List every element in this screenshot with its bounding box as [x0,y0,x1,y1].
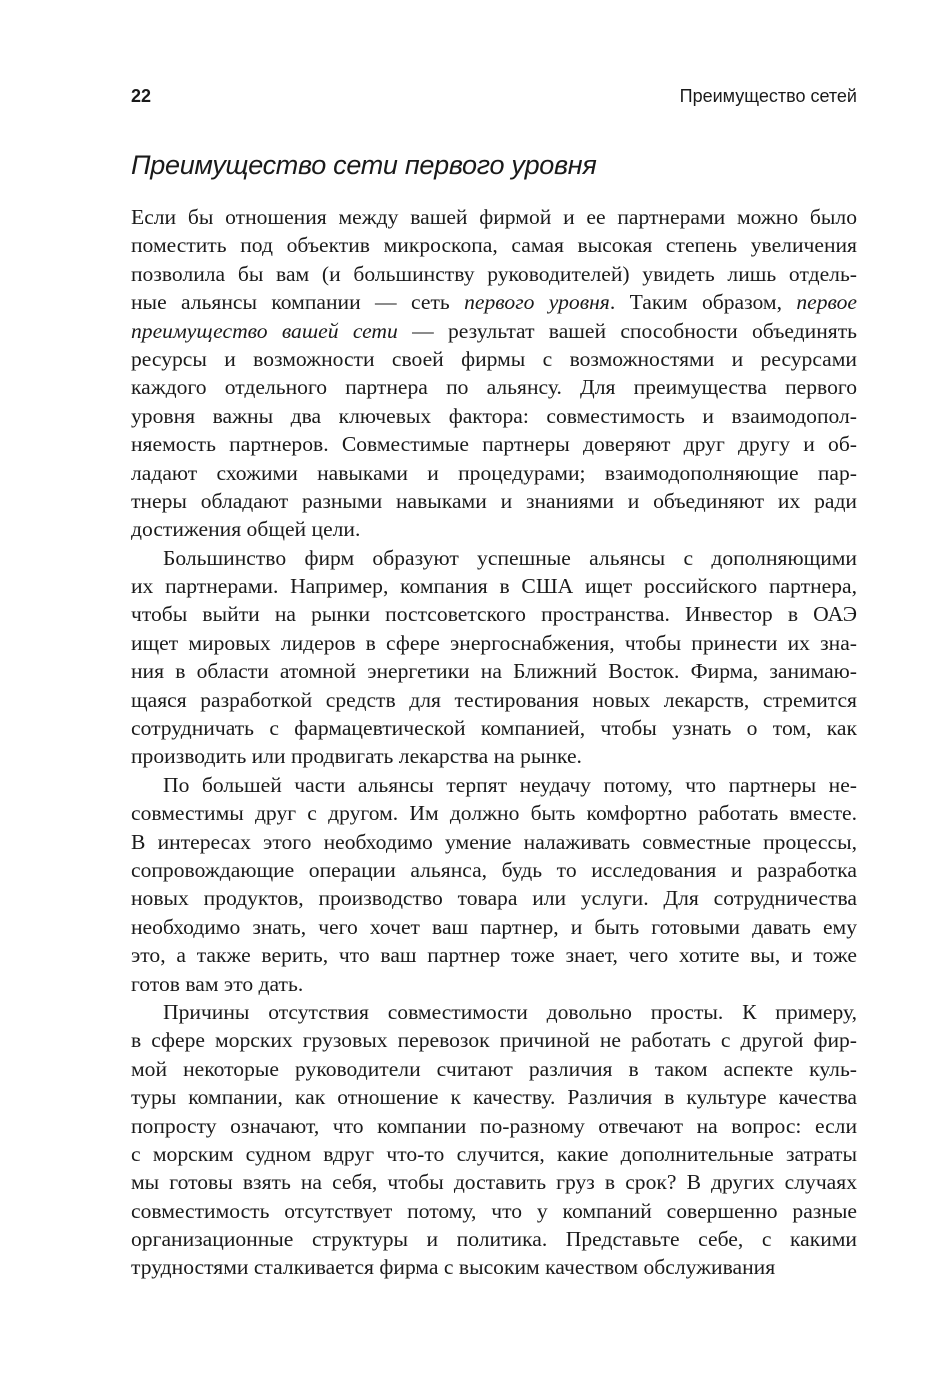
paragraph [131,998,857,1282]
text-segment: ния в области атомной энергетики на Ближний Восток. Фирма, занимаю- [131,659,857,684]
paragraph [131,771,857,998]
text-segment: мы готовы взять на себя, чтобы доставить груз в срок? В других случаях [131,1170,857,1195]
text-segment: . Таким образом, [609,290,797,315]
text-line [131,203,857,231]
italic-phrase: преимущество вашей сети [131,318,398,343]
text-segment: — результат вашей способности объединять [397,318,857,343]
text-line [131,828,857,856]
text-segment: позволила бы вам (и большинству руководителей) увидеть лишь отдель- [131,261,857,286]
text-line [131,1083,857,1111]
text-line [131,629,857,657]
text-segment: ные альянсы компании — сеть [131,290,465,315]
text-segment: необходимо знать, чего хочет ваш партнер, и быть готовыми давать ему [131,914,857,939]
text-line [131,515,857,543]
paragraph [131,544,857,771]
text-line [131,742,857,770]
text-line [131,771,857,799]
text-segment: щаяся разработкой средств для тестирования новых лекарств, стремится [131,687,857,712]
text-segment: с морским судном вдруг что-то случится, какие дополнительные затраты [131,1141,857,1166]
text-line [131,317,857,345]
text-line [131,231,857,259]
text-segment: уровня важны два ключевых фактора: совместимость и взаимодопол- [131,403,857,428]
text-segment: Большинство фирм образуют успешные альянсы с дополняющими [163,545,857,570]
text-line [131,1168,857,1196]
text-segment: готов вам это дать. [131,971,304,996]
text-segment: чтобы выйти на рынки постсоветского пространства. Инвестор в ОАЭ [131,602,857,627]
text-line [131,856,857,884]
text-line [131,430,857,458]
text-line [131,714,857,742]
text-segment: трудностями сталкивается фирма с высоким качеством обслуживания [131,1255,776,1280]
text-line [131,799,857,827]
text-line [131,544,857,572]
text-line [131,970,857,998]
text-line [131,1026,857,1054]
running-title: Преимущество сетей [679,86,857,106]
text-line [131,913,857,941]
text-line [131,402,857,430]
text-line [131,1197,857,1225]
text-line [131,288,857,316]
text-line [131,260,857,288]
text-segment: туры компании, как отношение к качеству. Различия в культуре качества [131,1085,857,1110]
text-line [131,998,857,1026]
text-segment: их партнерами. Например, компания в США ищет российского партнера, [131,574,857,599]
text-segment: производить или продвигать лекарства на рынке. [131,744,582,769]
text-segment: Если бы отношения между вашей фирмой и ее партнерами можно было [131,205,857,229]
body-text [131,203,857,1282]
text-segment: мой некоторые руководители считают различия в таком аспекте куль- [131,1056,857,1081]
text-line [131,487,857,515]
text-segment: совместимость отсутствует потому, что у компаний совершенно разные [131,1198,857,1223]
text-segment: сопровождающие операции альянса, будь то исследования и разработка [131,857,857,882]
italic-phrase: первого уровня [464,290,610,315]
text-line [131,1140,857,1168]
text-segment: каждого отдельного партнера по альянсу. Для преимущества первого [131,375,857,400]
text-segment: попросту означают, что компании по-разному отвечают на вопрос: если [131,1113,857,1138]
text-segment: достижения общей цели. [131,517,361,542]
text-segment: тнеры обладают разными навыками и знаниями и объединяют их ради [131,488,857,513]
text-segment: в сфере морских грузовых перевозок причиной не работать с другой фир- [131,1028,857,1053]
text-line [131,1055,857,1083]
text-segment: сотрудничать с фармацевтической компанией, чтобы узнать о том, как [131,716,857,741]
running-head [131,86,857,112]
text-line [131,373,857,401]
page-number: 22 [131,86,152,106]
text-segment: новых продуктов, производство товара или услуги. Для сотрудничества [131,886,857,911]
text-segment: По большей части альянсы терпят неудачу потому, что партнеры не- [163,772,857,797]
text-segment: это, а также верить, что ваш партнер тоже знает, чего хотите вы, и тоже [131,943,857,968]
text-line [131,657,857,685]
text-line [131,941,857,969]
text-segment: няемость партнеров. Совместимые партнеры доверяют друг другу и об- [131,432,857,457]
text-line [131,1225,857,1253]
text-line [131,459,857,487]
text-line [131,600,857,628]
paragraph [131,203,857,544]
text-segment: ищет мировых лидеров в сфере энергоснабжения, чтобы принести их зна- [131,630,857,655]
section-heading: Преимущество сети первого уровня [131,150,597,180]
text-line [131,884,857,912]
text-segment: организационные структуры и политика. Представьте себе, с какими [131,1227,857,1252]
text-line [131,1112,857,1140]
text-segment: совместимы друг с другом. Им должно быть комфортно работать вместе. [131,801,857,826]
text-segment: ладают схожими навыками и процедурами; взаимодополняющие пар- [131,460,857,485]
text-segment: Причины отсутствия совместимости довольно просты. К примеру, [163,999,857,1024]
text-segment: ресурсы и возможности своей фирмы с возможностями и ресурсами [131,346,857,371]
text-segment: поместить под объектив микроскопа, самая высокая степень увеличения [131,233,857,258]
text-line [131,572,857,600]
text-segment: В интересах этого необходимо умение налаживать совместные процессы, [131,829,857,854]
italic-phrase: первое [796,290,858,315]
text-line [131,345,857,373]
text-line [131,1253,857,1281]
text-line [131,686,857,714]
